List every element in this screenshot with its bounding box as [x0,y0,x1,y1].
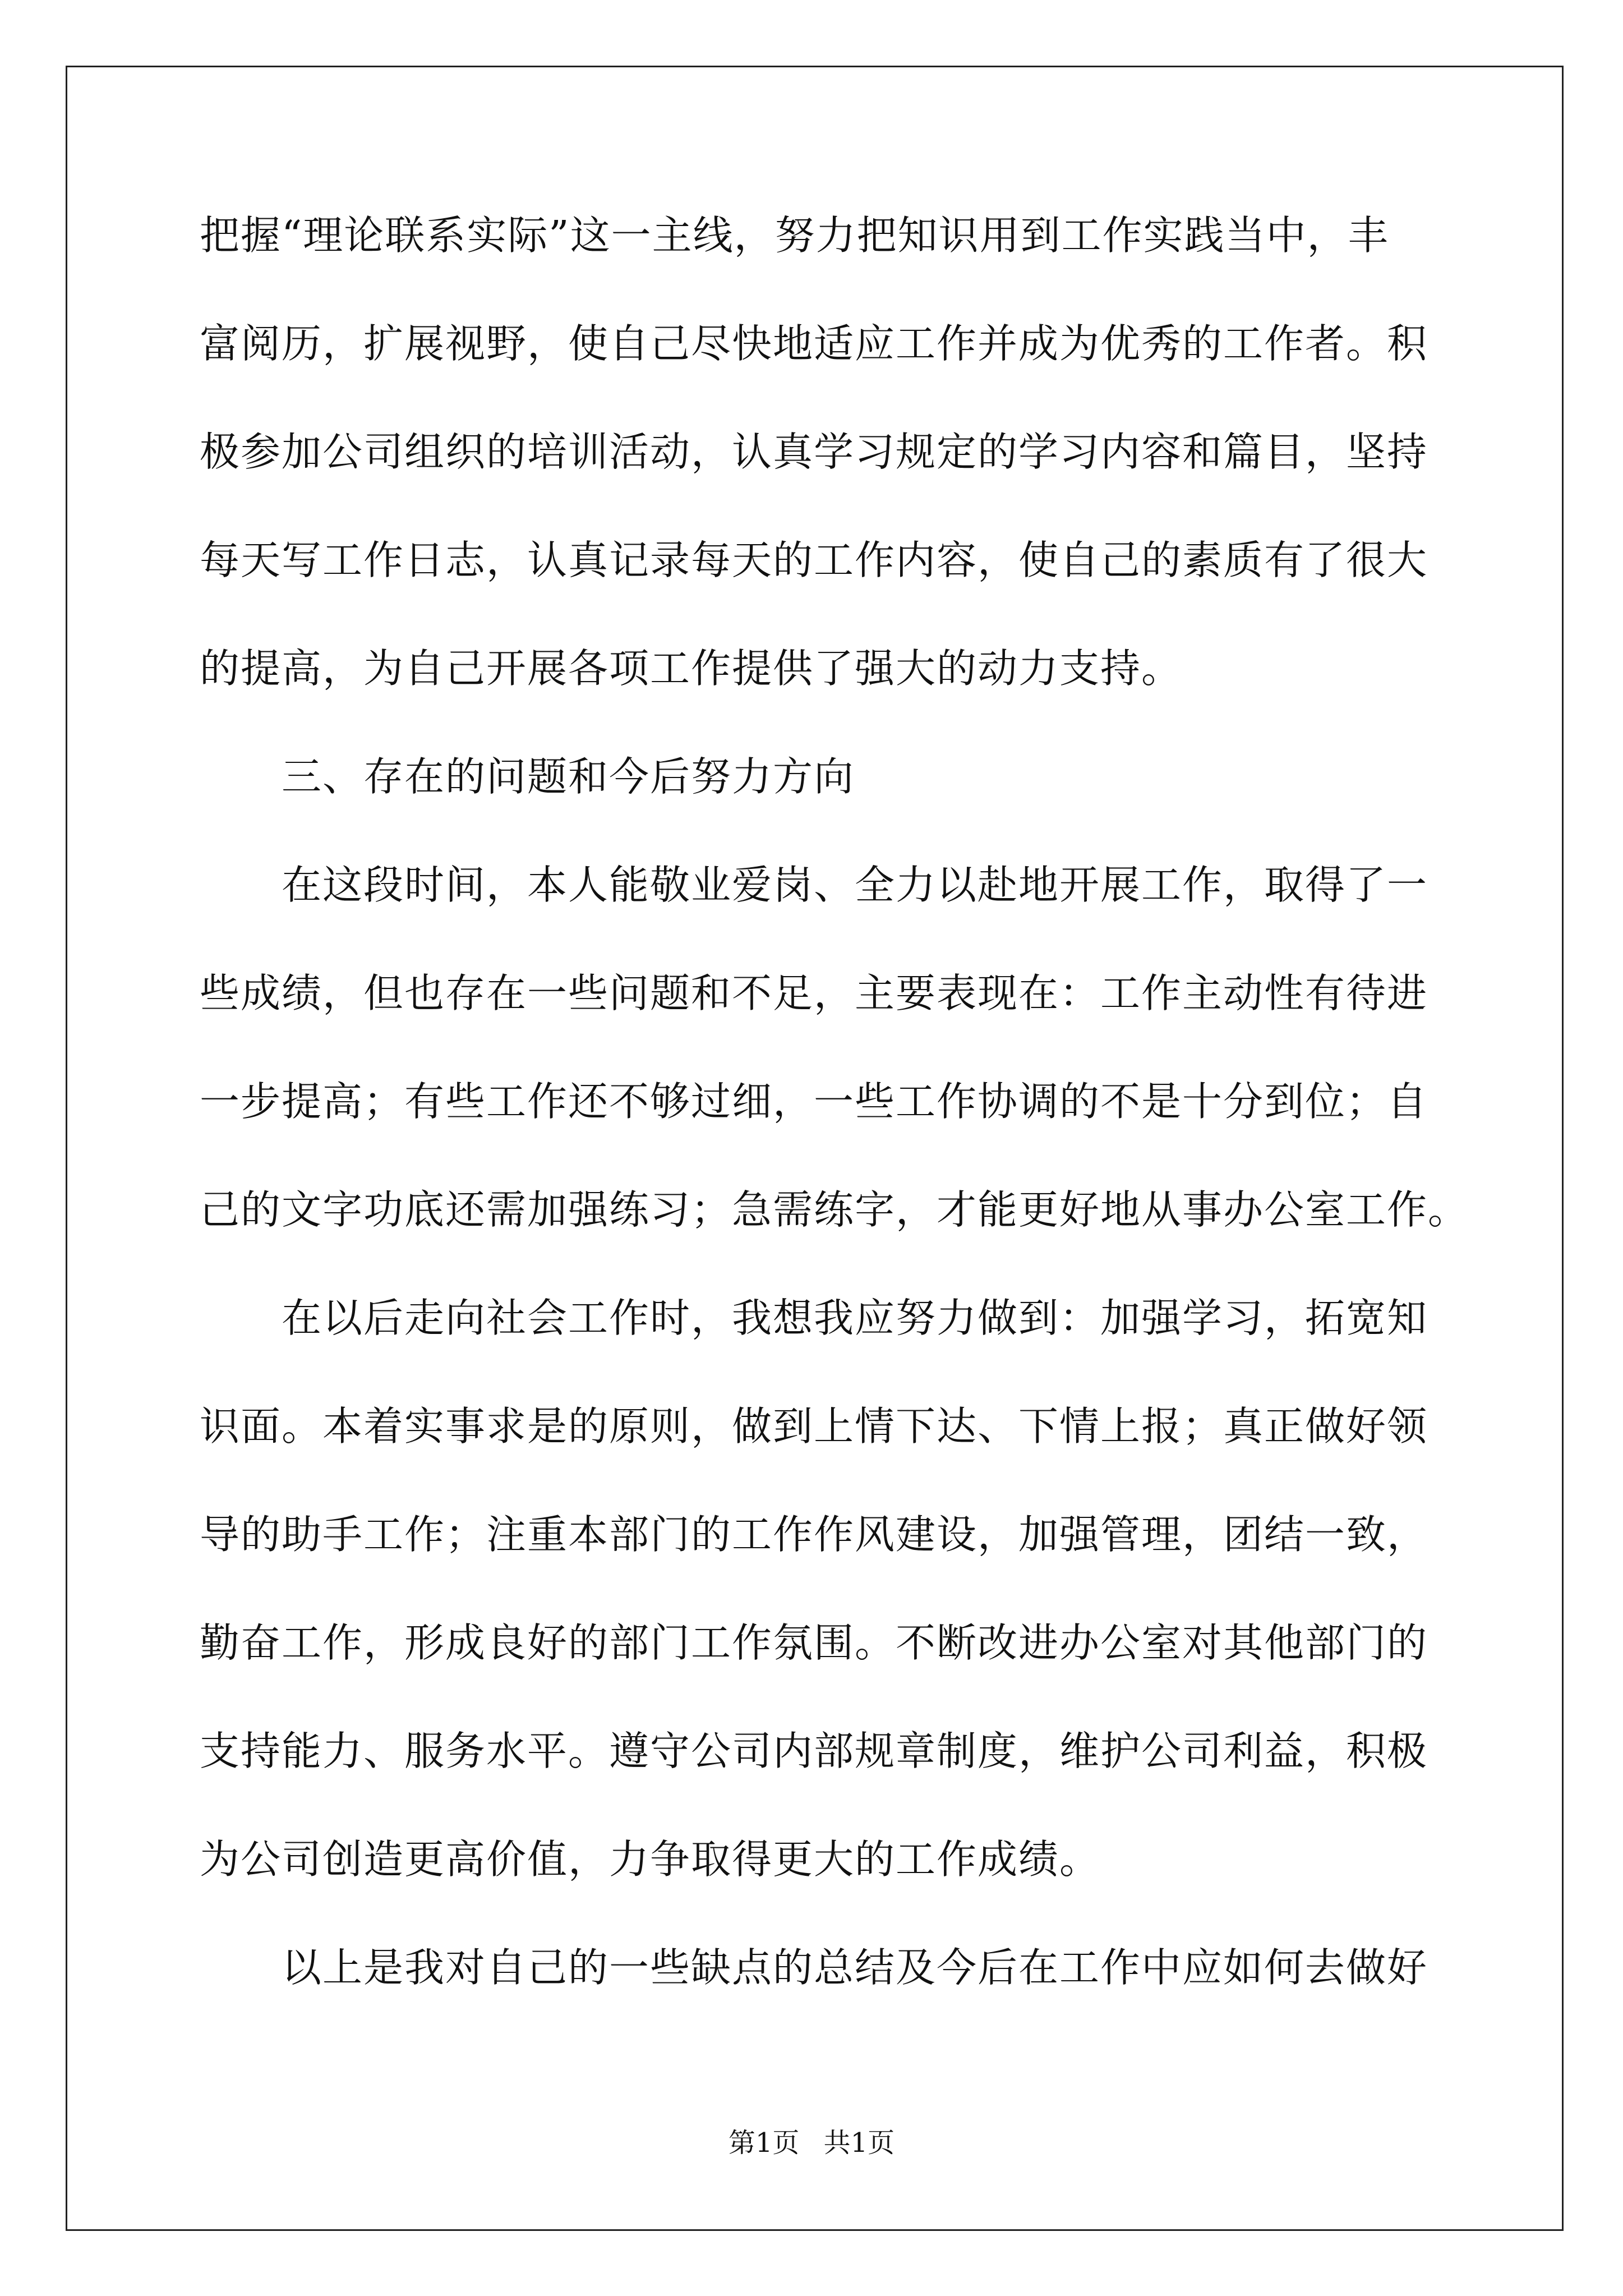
text-line: 导的助手工作；注重本部门的工作作风建设，加强管理，团结一致， [200,1511,1428,1558]
page-number: 第1页 [728,2127,800,2159]
text-line: 识面。本着实事求是的原则，做到上情下达、下情上报；真正做好领 [200,1403,1428,1450]
text-line: 支持能力、服务水平。遵守公司内部规章制度，维护公司利益，积极 [200,1728,1428,1774]
text-line: 每天写工作日志，认真记录每天的工作内容，使自己的素质有了很大 [200,537,1428,583]
text-line: 在以后走向社会工作时，我想我应努力做到：加强学习，拓宽知 [200,1295,1428,1341]
document-body [200,210,1469,2051]
text-line: 在这段时间，本人能敬业爱岗、全力以赴地开展工作，取得了一 [200,862,1428,908]
text-line: 富阅历，扩展视野，使自己尽快地适应工作并成为优秀的工作者。积 [200,320,1428,367]
text-line: 己的文字功底还需加强练习；急需练字，才能更好地从事办公室工作。 [200,1186,1469,1233]
text-line: 勤奋工作，形成良好的部门工作氛围。不断改进办公室对其他部门的 [200,1619,1428,1666]
text-line: 极参加公司组织的培训活动，认真学习规定的学习内容和篇目，坚持 [200,429,1428,475]
section-heading: 三、存在的问题和今后努力方向 [200,753,855,800]
text-line: 以上是我对自己的一些缺点的总结及今后在工作中应如何去做好 [200,1944,1428,1991]
text-line: 的提高，为自己开展各项工作提供了强大的动力支持。 [200,645,1183,692]
page-total: 共1页 [823,2127,895,2159]
text-line: 些成绩，但也存在一些问题和不足，主要表现在：工作主动性有待进 [200,970,1428,1016]
page-footer [0,2126,1623,2160]
text-line: 为公司创造更高价值，力争取得更大的工作成绩。 [200,1836,1101,1883]
text-line: 一步提高；有些工作还不够过细，一些工作协调的不是十分到位；自 [200,1078,1428,1125]
text-line: 把握“理论联系实际”这一主线，努力把知识用到工作实践当中，丰 [200,212,1389,259]
